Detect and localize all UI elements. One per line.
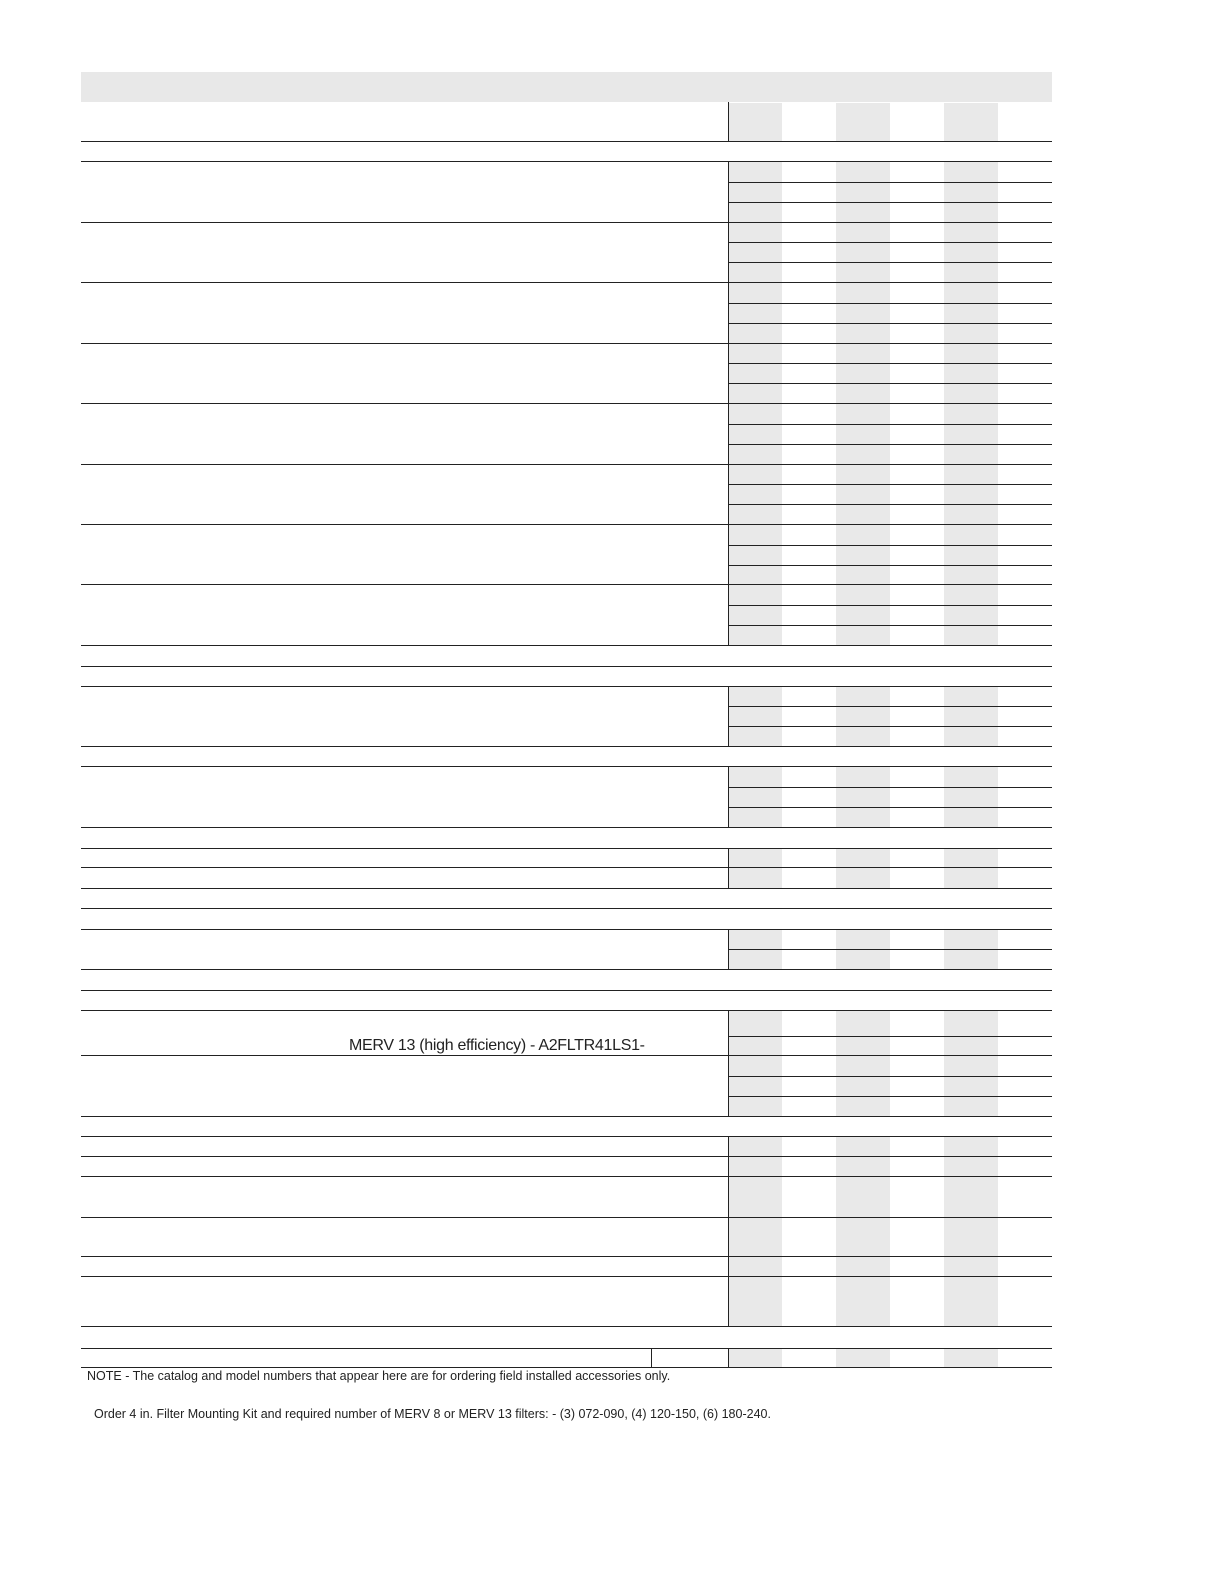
row-divider bbox=[81, 141, 1052, 142]
row-divider bbox=[81, 1217, 1052, 1218]
model-column-shade bbox=[729, 1349, 782, 1367]
row-divider bbox=[81, 1010, 1052, 1011]
row-divider bbox=[81, 827, 1052, 828]
row-divider bbox=[81, 848, 1052, 849]
model-column-shade bbox=[729, 1137, 782, 1326]
accessories-note: NOTE - The catalog and model numbers that appear here are for ordering field installed accessories only. bbox=[87, 1369, 671, 1383]
model-column-shade bbox=[836, 1011, 890, 1116]
model-column-shade bbox=[729, 687, 782, 746]
row-divider bbox=[728, 545, 1052, 546]
column-divider bbox=[728, 1348, 729, 1367]
column-divider bbox=[728, 1010, 729, 1116]
row-divider bbox=[728, 1036, 1052, 1037]
model-column-shade bbox=[729, 1011, 782, 1116]
column-divider bbox=[728, 766, 729, 827]
model-column-shade bbox=[944, 103, 998, 141]
row-divider bbox=[81, 929, 1052, 930]
column-divider bbox=[651, 1348, 652, 1367]
row-divider bbox=[81, 1116, 1052, 1117]
row-divider bbox=[81, 1326, 1052, 1327]
model-column-shade bbox=[836, 1349, 890, 1367]
merv13-filter-label: MERV 13 (high efficiency) - A2FLTR41LS1- bbox=[349, 1037, 645, 1054]
row-divider bbox=[81, 524, 1052, 525]
row-divider bbox=[728, 787, 1052, 788]
row-divider bbox=[728, 182, 1052, 183]
row-divider bbox=[728, 262, 1052, 263]
column-divider bbox=[728, 102, 729, 141]
model-column-shade bbox=[944, 1011, 998, 1116]
model-column-shade bbox=[944, 1137, 998, 1326]
row-divider bbox=[728, 383, 1052, 384]
row-divider bbox=[81, 343, 1052, 344]
filter-order-note: Order 4 in. Filter Mounting Kit and required number of MERV 8 or MERV 13 filters: - (3) 072-090, (4) 120-150, (6) 180-240. bbox=[94, 1407, 771, 1421]
row-divider bbox=[81, 888, 1052, 889]
row-divider bbox=[81, 908, 1052, 909]
row-divider bbox=[728, 424, 1052, 425]
row-divider bbox=[81, 161, 1052, 162]
column-divider bbox=[728, 929, 729, 969]
row-divider bbox=[81, 282, 1052, 283]
model-column-shade bbox=[729, 103, 782, 141]
row-divider bbox=[728, 444, 1052, 445]
row-divider bbox=[81, 464, 1052, 465]
model-column-shade bbox=[729, 767, 782, 827]
column-divider bbox=[728, 161, 729, 645]
row-divider bbox=[728, 504, 1052, 505]
model-column-shade bbox=[836, 767, 890, 827]
model-column-shade bbox=[836, 1137, 890, 1326]
row-divider bbox=[81, 1055, 1052, 1056]
model-column-shade bbox=[944, 687, 998, 746]
row-divider bbox=[728, 303, 1052, 304]
row-divider bbox=[728, 242, 1052, 243]
model-column-shade bbox=[836, 687, 890, 746]
model-column-shade bbox=[944, 1349, 998, 1367]
column-divider bbox=[728, 848, 729, 888]
row-divider bbox=[728, 363, 1052, 364]
row-divider bbox=[81, 1276, 1052, 1277]
row-divider bbox=[728, 605, 1052, 606]
row-divider bbox=[81, 686, 1052, 687]
row-divider bbox=[81, 1348, 1052, 1349]
row-divider bbox=[81, 746, 1052, 747]
row-divider bbox=[728, 706, 1052, 707]
row-divider bbox=[81, 666, 1052, 667]
table-header-band bbox=[81, 72, 1052, 102]
row-divider bbox=[81, 645, 1052, 646]
row-divider bbox=[81, 1256, 1052, 1257]
row-divider bbox=[728, 1076, 1052, 1077]
row-divider bbox=[728, 726, 1052, 727]
row-divider bbox=[728, 484, 1052, 485]
row-divider bbox=[728, 202, 1052, 203]
row-divider bbox=[728, 565, 1052, 566]
row-divider bbox=[728, 1096, 1052, 1097]
column-divider bbox=[728, 1136, 729, 1326]
row-divider bbox=[728, 625, 1052, 626]
row-divider bbox=[728, 949, 1052, 950]
model-column-shade bbox=[944, 849, 998, 888]
row-divider bbox=[81, 1156, 1052, 1157]
row-divider bbox=[81, 584, 1052, 585]
row-divider bbox=[81, 867, 1052, 868]
row-divider bbox=[81, 1367, 1052, 1368]
row-divider bbox=[81, 403, 1052, 404]
row-divider bbox=[81, 222, 1052, 223]
column-divider bbox=[728, 686, 729, 746]
row-divider bbox=[728, 807, 1052, 808]
row-divider bbox=[81, 766, 1052, 767]
row-divider bbox=[81, 1176, 1052, 1177]
model-column-shade bbox=[729, 849, 782, 888]
model-column-shade bbox=[944, 767, 998, 827]
model-column-shade bbox=[836, 849, 890, 888]
row-divider bbox=[81, 1136, 1052, 1137]
row-divider bbox=[81, 969, 1052, 970]
model-column-shade bbox=[836, 103, 890, 141]
row-divider bbox=[728, 323, 1052, 324]
row-divider bbox=[81, 990, 1052, 991]
